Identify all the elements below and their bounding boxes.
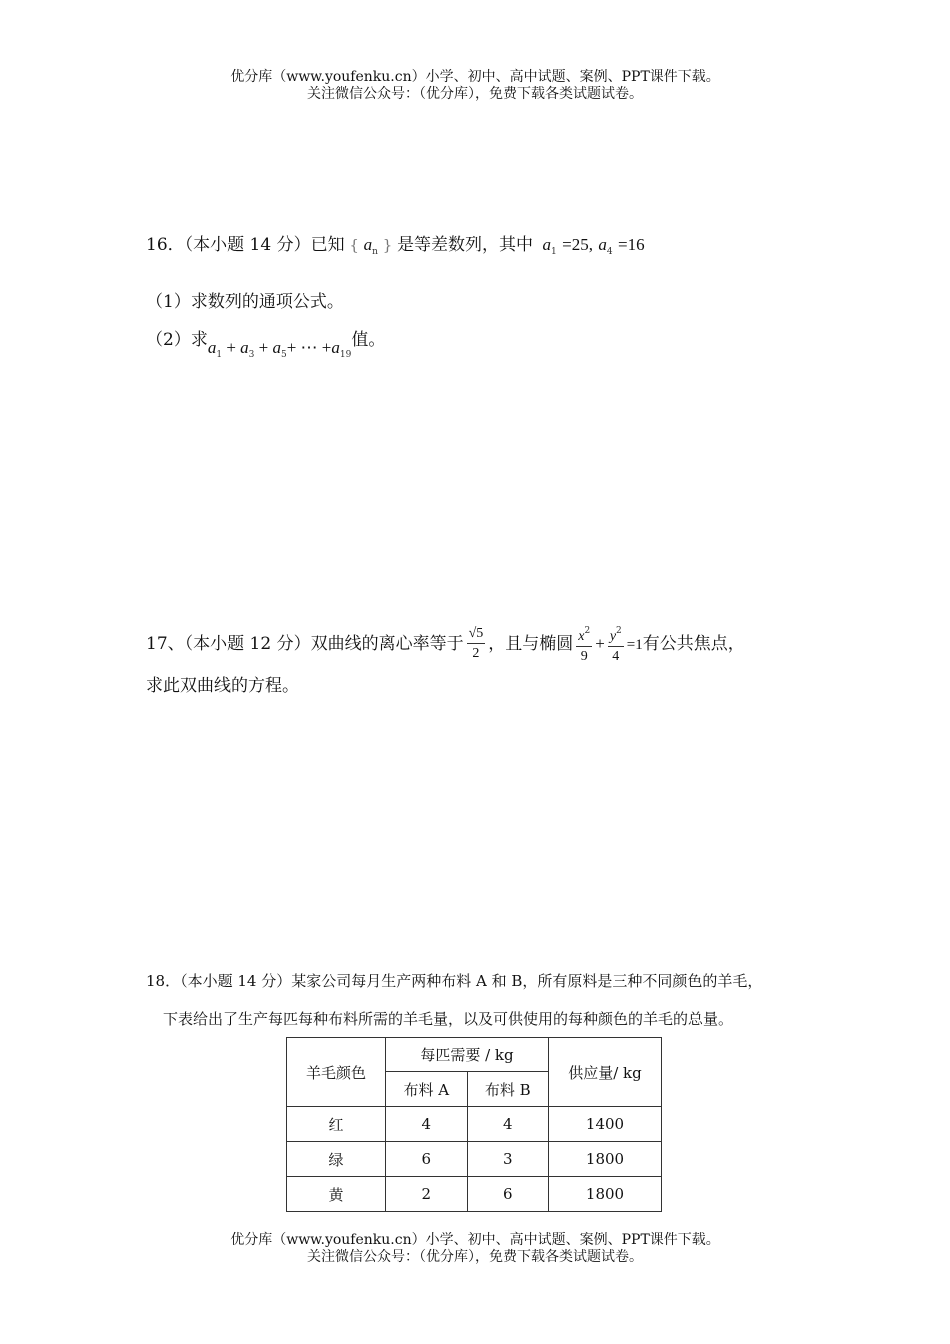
cell-color: 黄 (287, 1177, 386, 1212)
q18-line1: 18．（本小题 14 分）某家公司每月生产两种布料 A 和 B，所有原料是三种不同颜色的羊毛， (146, 972, 763, 990)
cell-supply: 1400 (549, 1107, 662, 1142)
q16-part2 (146, 325, 385, 360)
cell-color: 红 (287, 1107, 386, 1142)
table-row (287, 1142, 662, 1177)
sum-dots: + ⋯ + (286, 338, 332, 357)
sum-term-1-sub: 1 (216, 350, 223, 360)
sum-term-2: a (240, 338, 249, 357)
ellipse-rhs: =1 (626, 637, 643, 653)
sum-term-2-sub: 3 (248, 350, 255, 360)
q16-stem (146, 230, 645, 257)
ellipse-x-pow: 2 (584, 626, 591, 636)
q16-stem-prefix: 16．（本小题 14 分）已知 (146, 235, 345, 255)
table-row (287, 1107, 662, 1142)
right-brace: } (377, 236, 398, 254)
q16-a4-sub: 4 (606, 247, 613, 257)
th-color: 羊毛颜色 (287, 1038, 386, 1107)
ecc-numerator: √5 (467, 625, 486, 644)
q16-part2-prefix: （2）求 (146, 330, 208, 350)
q16-a4: a (598, 235, 607, 254)
q16-a1: a (542, 235, 551, 254)
eccentricity-fraction (467, 625, 486, 664)
th-need: 每匹需要 / kg (386, 1038, 549, 1072)
wool-table (286, 1037, 662, 1212)
sum-term-4: a (331, 338, 340, 357)
ecc-denominator: 2 (472, 646, 480, 661)
q17-line2: 求此双曲线的方程。 (146, 676, 299, 696)
sum-term-3-sub: 5 (280, 350, 287, 360)
cell-b: 3 (467, 1142, 549, 1177)
q16-stem-mid: 是等差数列，其中 (397, 235, 534, 255)
q16-a1-sub: 1 (550, 247, 557, 257)
ellipse-x-fraction (576, 622, 592, 667)
ellipse-y-den: 4 (612, 649, 620, 664)
cell-a: 2 (386, 1177, 468, 1212)
left-brace: { (344, 236, 364, 254)
ellipse-x-den: 9 (580, 649, 588, 664)
cell-supply: 1800 (549, 1142, 662, 1177)
q16-a4-val: =16 (618, 235, 645, 254)
th-supply: 供应量/ kg (549, 1038, 662, 1107)
q17-stem: 17、（本小题 12 分）双曲线的离心率等于 $\frac{√5}{2}$ ，且与椭圆 $\frac{x^2}{9}$ + $\frac{y^2}{4}$ =1有公共焦点， (146, 622, 745, 667)
sum-term-3: a (272, 338, 281, 357)
q16-part1: （1）求数列的通项公式。 (146, 292, 344, 312)
header-line-2: 关注微信公众号：（优分库），免费下载各类试题试卷。 (307, 86, 643, 102)
ellipse-x: x (578, 629, 585, 644)
th-fabric-a: 布料 A (386, 1072, 468, 1107)
cell-color: 绿 (287, 1142, 386, 1177)
ellipse-y-fraction (608, 622, 624, 667)
q16-sum-expression: $a_1 + a_3 + a_5+$ ⋯ $+a_{19}$ (207, 338, 352, 360)
page-footer (0, 1232, 950, 1266)
cell-b: 6 (467, 1177, 549, 1212)
sum-term-4-sub: 19 (339, 350, 352, 360)
q16-part2-suffix: 值。 (351, 330, 386, 350)
ellipse-y: y (609, 629, 617, 644)
ellipse-y-pow: 2 (616, 626, 622, 636)
header-line-1: 优分库（www.youfenku.cn）小学、初中、高中试题、案例、PPT课件下载。 (230, 69, 720, 85)
page-header (0, 69, 950, 103)
footer-line-1: 优分库（www.youfenku.cn）小学、初中、高中试题、案例、PPT课件下载。 (230, 1232, 720, 1248)
footer-line-2: 关注微信公众号：（优分库），免费下载各类试题试卷。 (307, 1249, 643, 1265)
q16-a1-val: =25, (562, 235, 593, 254)
q17-suffix: 有公共焦点， (642, 634, 745, 654)
q17-prefix: 17、（本小题 12 分）双曲线的离心率等于 (146, 634, 464, 654)
q18-line2: 下表给出了生产每匹每种布料所需的羊毛量，以及可供使用的每种颜色的羊毛的总量。 (163, 1010, 734, 1028)
q16-seq-sub: n (372, 247, 378, 257)
q17-mid: ，且与椭圆 (488, 634, 574, 654)
q16-seq-var: a (363, 235, 373, 254)
table-row (287, 1177, 662, 1212)
th-fabric-b: 布料 B (467, 1072, 549, 1107)
sum-term-1: a (207, 338, 217, 357)
cell-b: 4 (467, 1107, 549, 1142)
cell-a: 6 (386, 1142, 468, 1177)
cell-a: 4 (386, 1107, 468, 1142)
cell-supply: 1800 (549, 1177, 662, 1212)
